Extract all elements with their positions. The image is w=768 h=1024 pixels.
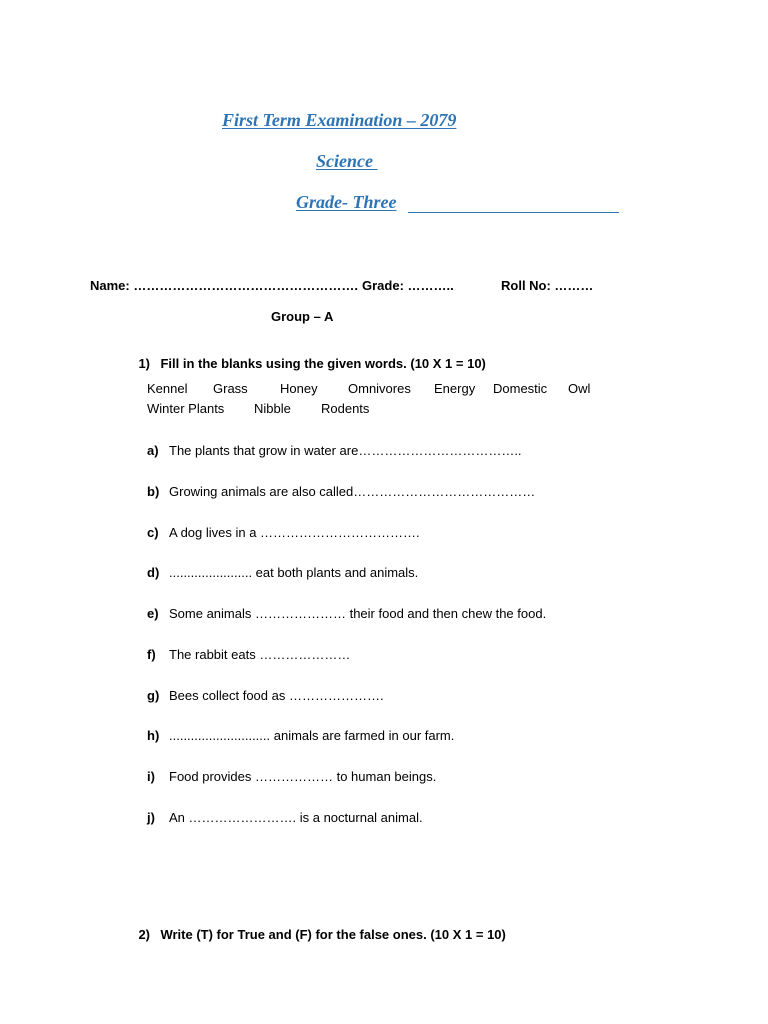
item-text: ............................ animals are farmed in our farm. [169, 728, 455, 743]
blank-item-g [147, 688, 384, 703]
item-text: Growing animals are also called…………………………………… [169, 484, 536, 499]
blank-item-e [147, 606, 546, 621]
item-letter: c) [147, 525, 159, 540]
blank-item-a [147, 443, 522, 458]
item-letter: i) [147, 769, 155, 784]
question-1-number: 1) [138, 356, 151, 371]
question-1-text: Fill in the blanks using the given words. (10 X 1 = 10) [160, 356, 486, 371]
blank-item-h [147, 728, 454, 743]
word-bank-item: Grass [213, 381, 248, 396]
blank-item-b [147, 484, 535, 499]
student-roll-field: Roll No: ……… [501, 278, 594, 293]
exam-title: First Term Examination – 2079 [222, 110, 457, 130]
student-name-field: Name: ……………………………………………. [90, 278, 358, 293]
word-bank-item: Winter Plants [147, 401, 225, 416]
item-text: The plants that grow in water are……………………………….. [169, 443, 522, 458]
question-1-heading [124, 341, 486, 386]
word-bank-item: Kennel [147, 381, 188, 396]
item-letter: a) [147, 443, 159, 458]
blank-item-d [147, 565, 418, 580]
subject-title: Science [316, 151, 378, 171]
item-letter: j) [147, 810, 155, 825]
question-2-heading [124, 912, 506, 957]
item-letter: d) [147, 565, 160, 580]
blank-item-f [147, 647, 350, 662]
word-bank-item: Domestic [493, 381, 548, 396]
item-text: Food provides ……………… to human beings. [169, 769, 437, 784]
word-bank-item: Honey [280, 381, 318, 396]
group-label: Group – A [271, 309, 334, 324]
item-letter: b) [147, 484, 160, 499]
item-text: The rabbit eats ………………… [169, 647, 351, 662]
blank-item-j [147, 810, 423, 825]
word-bank-item: Rodents [321, 401, 370, 416]
item-letter: h) [147, 728, 160, 743]
student-grade-field: Grade: ……….. [362, 278, 454, 293]
blank-item-i [147, 769, 436, 784]
item-letter: e) [147, 606, 159, 621]
grade-title: Grade- Three [296, 192, 397, 212]
item-text: ....................... eat both plants and animals. [169, 565, 419, 580]
blank-item-c [147, 525, 420, 540]
word-bank-item: Energy [434, 381, 476, 396]
word-bank-item: Omnivores [348, 381, 411, 396]
question-2-text: Write (T) for True and (F) for the false ones. (10 X 1 = 10) [160, 927, 506, 942]
word-bank-item: Owl [568, 381, 591, 396]
word-bank-item: Nibble [254, 401, 291, 416]
item-letter: f) [147, 647, 156, 662]
grade-title-underline [408, 212, 619, 213]
question-2-number: 2) [138, 927, 151, 942]
item-text: An ……………………. is a nocturnal animal. [169, 810, 423, 825]
item-text: Bees collect food as …………………. [169, 688, 384, 703]
item-text: A dog lives in a ………………………………. [169, 525, 420, 540]
item-letter: g) [147, 688, 160, 703]
item-text: Some animals ………………… their food and then chew the food. [169, 606, 547, 621]
